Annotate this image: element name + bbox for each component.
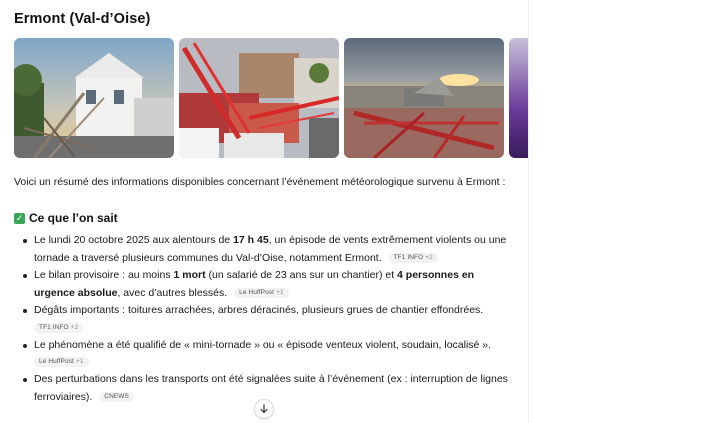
right-panel	[528, 0, 718, 423]
source-chip-tf1[interactable]: TF1 INFO +2	[34, 323, 83, 333]
gallery-photo-3[interactable]	[344, 38, 504, 158]
check-mark-icon: ✓	[15, 212, 24, 223]
source-chip-cnews[interactable]: CNEWS	[99, 392, 134, 402]
list-item: Le phénomène a été qualifié de « mini-tornade » ou « épisode venteux violent, soudain, localisé ». Le HuffPost +1	[20, 337, 510, 372]
page-title: Ermont (Val-d’Oise)	[14, 11, 151, 27]
source-chip-huffpost[interactable]: Le HuffPost +1	[234, 288, 289, 298]
list-item: Le bilan provisoire : au moins 1 mort (un salarié de 23 ans sur un chantier) et 4 personnes en urgence absolue, avec d’autres blessés. Le HuffPost +1	[20, 267, 510, 302]
intro-text: Voici un résumé des informations disponibles concernant l’événement météorologique survenu à Ermont :	[14, 176, 506, 188]
gallery-photo-1[interactable]	[14, 38, 174, 158]
photo-red-crane-collapsed-icon	[179, 38, 339, 158]
gallery-photo-4[interactable]	[509, 38, 528, 158]
list-item: Des perturbations dans les transports ont été signalées suite à l’événement (ex : interruption de lignes ferroviaires). CNEWS	[20, 371, 510, 406]
section-heading-label: Ce que l’on sait	[29, 211, 118, 225]
scroll-down-button[interactable]	[254, 399, 274, 419]
gallery-photo-2[interactable]	[179, 38, 339, 158]
photo-partial-purple-icon	[509, 38, 528, 158]
source-chip-tf1[interactable]: TF1 INFO +2	[389, 253, 438, 263]
section-heading	[14, 211, 118, 225]
photo-crane-debris-sunset-icon	[344, 38, 504, 158]
list-item: Dégâts importants : toitures arrachées, arbres déracinés, plusieurs grues de chantier effondrées. TF1 INFO +2	[20, 302, 510, 337]
source-chip-huffpost[interactable]: Le HuffPost +1	[34, 357, 89, 367]
arrow-down-icon	[259, 404, 269, 414]
photo-house-damaged-crane-icon	[14, 38, 174, 158]
list-item: Le lundi 20 octobre 2025 aux alentours de 17 h 45, un épisode de vents extrêmement violents ou une tornade a traversé plusieurs communes du Val-d’Oise, notamment Ermont. TF1 INFO +2	[20, 232, 510, 267]
image-gallery	[14, 38, 528, 158]
facts-list	[20, 232, 510, 406]
